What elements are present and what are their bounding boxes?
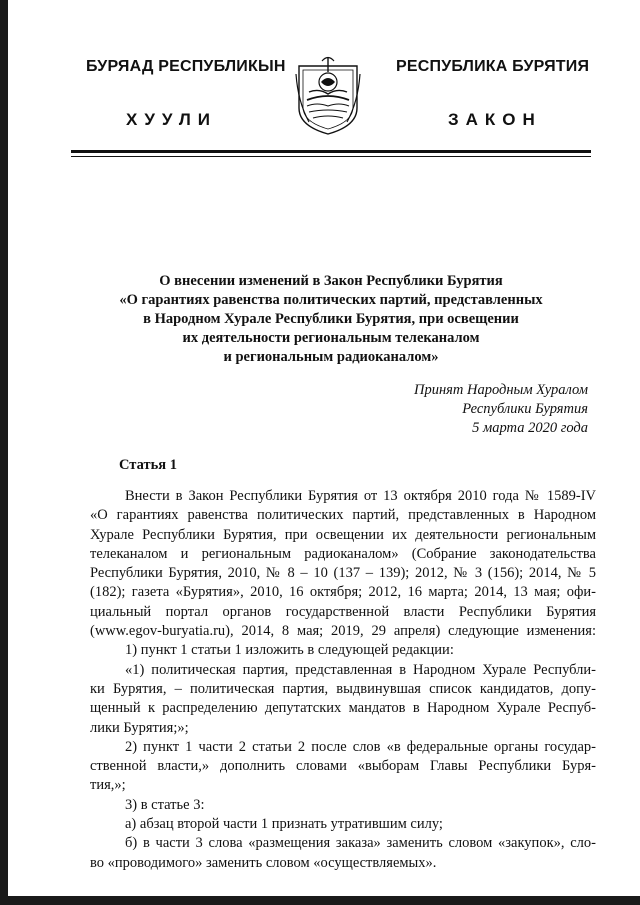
body-line: ственной власти,» дополнить словами «выборам Главы Республики Буря- <box>90 758 596 775</box>
article-heading: Статья 1 <box>119 457 177 473</box>
body-line: тия,»; <box>90 777 126 794</box>
body-line: 2) пункт 1 части 2 статьи 2 после слов «в федеральные органы государ- <box>125 738 596 755</box>
header-khuuli: ХУУЛИ <box>126 110 217 129</box>
body-line: 3) в статье 3: <box>125 796 205 813</box>
body-line: Республики Бурятия, 2010, № 8 – 10 (137 – 139); 2012, № 3 (156); 2014, № 5 <box>90 565 596 582</box>
body-line: циальный портал органов государственной власти Республики Бурятия <box>90 603 596 620</box>
body-line: «О гарантиях равенства политических партий, представленных в Народном <box>90 507 596 524</box>
buryatia-coat-of-arms-icon <box>295 52 361 136</box>
title-line: в Народном Хурале Республики Бурятия, при освещении <box>143 311 519 327</box>
body-line: Внести в Закон Республики Бурятия от 13 октября 2010 года № 1589-IV <box>125 488 596 504</box>
header-republic-buryatia: РЕСПУБЛИКА БУРЯТИЯ <box>396 58 590 75</box>
body-line: а) абзац второй части 1 признать утратившим силу; <box>125 816 443 833</box>
body-line: 1) пункт 1 статьи 1 изложить в следующей редакции: <box>125 642 454 659</box>
header-divider-thin <box>71 156 591 157</box>
title-line: О внесении изменений в Закон Республики Бурятия <box>159 273 503 289</box>
adoption-line: Республики Бурятия <box>462 401 588 417</box>
title-line: «О гарантиях равенства политических партий, представленных <box>119 292 543 308</box>
body-line: (182); газета «Бурятия», 2010, 16 октября; 2012, 16 марта; 2014, 13 мая; офи- <box>90 584 596 601</box>
header-buryat-republic: БУРЯАД РЕСПУБЛИКЫН <box>86 58 286 75</box>
body-line: щенный к распределению депутатских мандатов в Народном Хурале Респуб- <box>90 700 596 717</box>
document-page <box>8 0 640 896</box>
body-line: «1) политическая партия, представленная в Народном Хурале Республи- <box>125 661 596 678</box>
header-zakon: ЗАКОН <box>448 110 542 129</box>
body-line: телеканалом и региональным радиоканалом» (Собрание законодательства <box>90 545 596 562</box>
law-title <box>71 272 591 367</box>
header-divider-thick <box>71 150 591 153</box>
body-line: б) в части 3 слова «размещения заказа» заменить словом «закупок», сло- <box>125 835 596 852</box>
adoption-note <box>414 381 588 438</box>
title-line: и региональным радиоканалом» <box>223 349 439 365</box>
article-body <box>90 487 596 873</box>
adoption-line: Принят Народным Хуралом <box>413 382 588 398</box>
body-line: во «проводимого» заменить словом «осуществляемых». <box>90 854 437 871</box>
title-line: их деятельности региональным телеканалом <box>182 330 480 346</box>
body-line: (www.egov-buryatia.ru), 2014, 8 мая; 2019, 29 апреля) следующие изменения: <box>90 623 596 640</box>
body-line: лики Бурятия;»; <box>90 719 189 736</box>
body-line: ки Бурятия, – политическая партия, выдвинувшая список кандидатов, допу- <box>90 680 596 697</box>
body-line: Хурале Республики Бурятия, при освещении их деятельности региональным <box>90 526 596 543</box>
adoption-date: 5 марта 2020 года <box>472 420 588 436</box>
